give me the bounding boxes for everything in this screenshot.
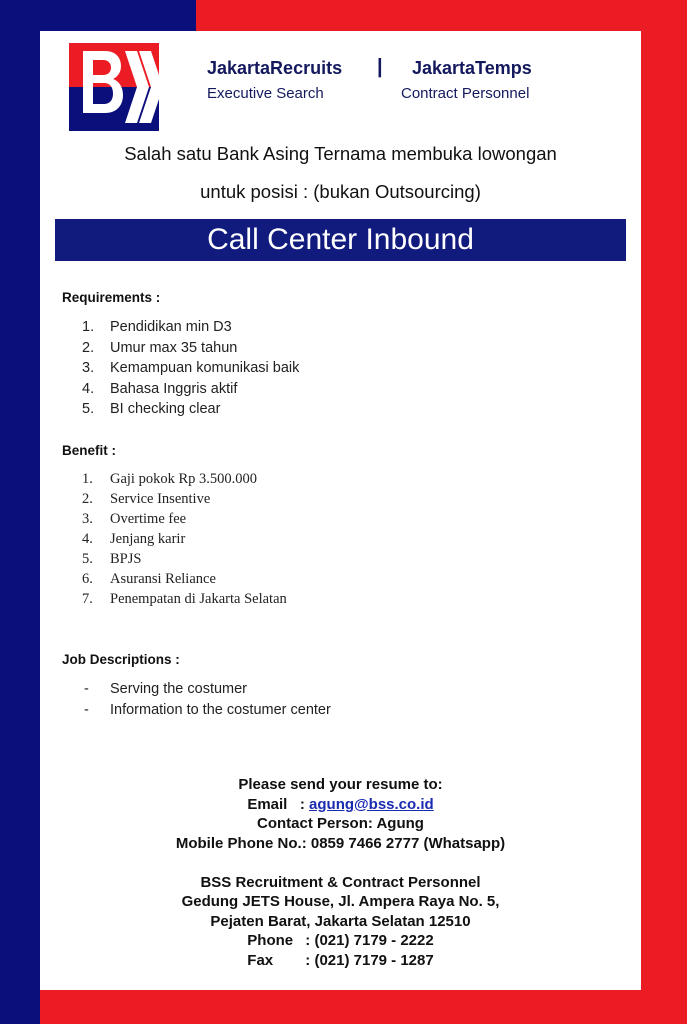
list-item-text: Gaji pokok Rp 3.500.000 bbox=[110, 471, 258, 487]
list-item-text: Penempatan di Jakarta Selatan bbox=[110, 591, 287, 607]
list-item bbox=[82, 509, 287, 529]
list-item bbox=[82, 358, 299, 379]
email-separator: : bbox=[299, 795, 305, 813]
flyer-page bbox=[40, 31, 641, 990]
list-item bbox=[82, 338, 299, 359]
contact-person-line: Contact Person: Agung bbox=[257, 815, 424, 832]
email-label: Email bbox=[247, 795, 288, 813]
list-item bbox=[82, 469, 287, 489]
list-item-text: BPJS bbox=[110, 551, 142, 567]
list-item-text: Jenjang karir bbox=[110, 531, 186, 547]
list-item bbox=[82, 379, 299, 400]
list-item-text: Pendidikan min D3 bbox=[110, 319, 232, 335]
benefit-list bbox=[82, 469, 287, 609]
job-title-banner: Call Center Inbound bbox=[55, 219, 626, 261]
fax-line bbox=[40, 951, 641, 971]
list-number: 1. bbox=[82, 319, 95, 335]
list-item bbox=[82, 549, 287, 569]
contact-block bbox=[40, 775, 641, 970]
list-number: 2. bbox=[82, 339, 95, 356]
list-number: 7. bbox=[82, 591, 93, 607]
left-frame-band bbox=[0, 0, 40, 1024]
right-frame-band bbox=[641, 0, 687, 1024]
job-descriptions-list bbox=[82, 679, 331, 720]
brand-jakarta-recruits: JakartaRecruits bbox=[207, 58, 343, 78]
list-item-text: Asuransi Reliance bbox=[110, 571, 216, 587]
company-name-line: BSS Recruitment & Contract Personnel bbox=[200, 873, 481, 891]
benefit-heading: Benefit : bbox=[62, 443, 116, 458]
list-item bbox=[82, 529, 287, 549]
bss-logo-icon bbox=[69, 43, 159, 131]
phone-label: Phone bbox=[247, 932, 294, 949]
list-number: 6. bbox=[82, 571, 93, 587]
list-item bbox=[82, 317, 299, 338]
fax-number: : (021) 7179 - 1287 bbox=[305, 951, 434, 969]
email-line bbox=[40, 795, 641, 815]
list-number: 3. bbox=[82, 360, 95, 376]
send-resume-line: Please send your resume to: bbox=[238, 776, 443, 793]
list-number: 5. bbox=[82, 551, 93, 567]
list-number: 4. bbox=[82, 380, 95, 397]
phone-line bbox=[40, 931, 641, 951]
intro-line-1: Salah satu Bank Asing Ternama membuka lowongan bbox=[124, 143, 557, 164]
list-bullet: - bbox=[84, 701, 89, 718]
brand-sub-executive-search: Executive Search bbox=[207, 85, 324, 102]
list-number: 1. bbox=[82, 471, 93, 487]
list-bullet: - bbox=[84, 681, 89, 697]
list-number: 5. bbox=[82, 401, 95, 417]
address-line-1: Gedung JETS House, Jl. Ampera Raya No. 5, bbox=[181, 893, 500, 910]
list-item-text: Serving the costumer bbox=[110, 681, 248, 697]
address-line-2: Pejaten Barat, Jakarta Selatan 12510 bbox=[210, 912, 471, 930]
list-number: 2. bbox=[82, 491, 93, 507]
bottom-frame-blue bbox=[0, 990, 40, 1024]
job-descriptions-heading: Job Descriptions : bbox=[62, 652, 180, 667]
list-item bbox=[82, 589, 287, 609]
list-item-text: BI checking clear bbox=[110, 401, 221, 417]
requirements-list bbox=[82, 317, 299, 420]
brand-separator: | bbox=[377, 56, 383, 78]
fax-label: Fax bbox=[247, 951, 274, 969]
brand-sub-contract-personnel: Contract Personnel bbox=[401, 85, 530, 102]
top-frame-red bbox=[196, 0, 687, 31]
list-number: 4. bbox=[82, 531, 93, 547]
list-item-text: Service Insentive bbox=[110, 491, 211, 507]
mobile-phone-line: Mobile Phone No.: 0859 7466 2777 (Whatsapp) bbox=[175, 834, 506, 852]
bottom-frame-band bbox=[0, 990, 687, 1024]
list-item-text: Umur max 35 tahun bbox=[110, 339, 238, 356]
list-item bbox=[82, 679, 331, 700]
intro-line-2: untuk posisi : (bukan Outsourcing) bbox=[200, 181, 481, 202]
list-item bbox=[82, 399, 299, 420]
list-item bbox=[82, 700, 331, 721]
top-frame-band bbox=[0, 0, 687, 31]
list-item-text: Overtime fee bbox=[110, 511, 187, 527]
list-item-text: Bahasa Inggris aktif bbox=[110, 380, 238, 397]
list-item bbox=[82, 569, 287, 589]
brand-jakarta-temps: JakartaTemps bbox=[412, 58, 532, 78]
email-link[interactable]: agung@bss.co.id bbox=[309, 795, 434, 813]
list-number: 3. bbox=[82, 511, 93, 527]
list-item-text: Kemampuan komunikasi baik bbox=[110, 360, 300, 376]
spacer bbox=[40, 853, 641, 873]
list-item bbox=[82, 489, 287, 509]
list-item-text: Information to the costumer center bbox=[110, 701, 331, 718]
requirements-heading: Requirements : bbox=[62, 290, 161, 305]
phone-number: : (021) 7179 - 2222 bbox=[305, 932, 434, 949]
